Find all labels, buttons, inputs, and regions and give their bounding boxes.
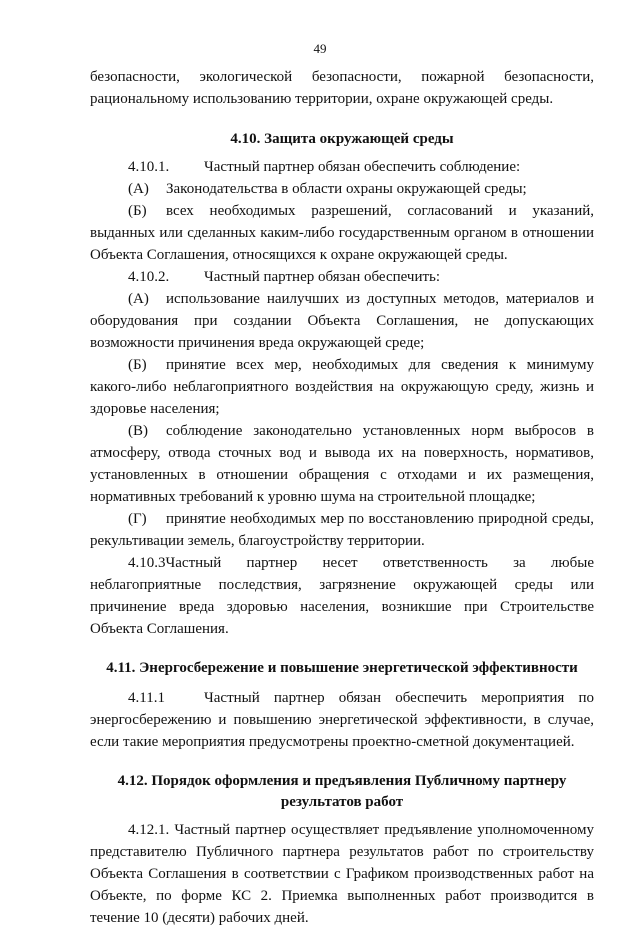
page-number: 49 [313, 41, 327, 56]
page-content [90, 66, 594, 929]
clause-4-11-1 [90, 687, 594, 753]
clause-4-10-3 [90, 552, 594, 640]
item-4-10-2-c [90, 420, 594, 508]
item-text: Законодательства в области охраны окружающей среды; [166, 181, 527, 197]
item-text: принятие необходимых мер по восстановлению природной среды, рекультивации земель, благоустройству территории. [90, 511, 594, 549]
item-4-10-1-b [90, 200, 594, 266]
item-label: (Б) [128, 357, 147, 373]
item-4-10-2-a [90, 288, 594, 354]
clause-text: Частный партнер обязан обеспечить: [204, 269, 441, 285]
section-4-11-heading: 4.11. Энергосбережение и повышение энергетической эффективности [106, 660, 578, 676]
clause-4-10-2 [90, 266, 594, 288]
item-label: (А) [128, 291, 149, 307]
clause-text: Частный партнер осуществляет предъявление уполномоченному представителю Публичного партнера результатов работ по строительству Объекта Соглашения в соответствии с Графиком производственных работ на Объекте, по форме КС 2. Приемка выполненных работ производится в течение 10 (десяти) рабочих дней. [90, 822, 595, 926]
clause-text: Частный партнер обязан обеспечить мероприятия по энергосбережению и повышению энергетической эффективности, в случае, если такие мероприятия предусмотрены проектно-сметной документацией. [90, 690, 594, 750]
item-4-10-2-b [90, 354, 594, 420]
clause-4-10-1 [90, 156, 594, 178]
clause-number: 4.10.2. [128, 269, 170, 285]
item-text: соблюдение законодательно установленных норм выбросов в атмосферу, отвода сточных вод и вывода их на поверхность, нормативов, установленных в отношении обращения с отходами и их размещения, нормативных требований к уровню шума на строительной площадке; [90, 423, 594, 505]
clause-4-12-1 [90, 819, 594, 929]
clause-text: Частный партнер обязан обеспечить соблюдение: [204, 159, 521, 175]
item-text: принятие всех мер, необходимых для сведения к минимуму какого-либо неблагоприятного воздействия на окружающую среду, жизнь и здоровье населения; [90, 357, 594, 417]
item-label: (В) [128, 423, 148, 439]
clause-number: 4.10.3 [128, 555, 166, 571]
clause-text: Частный партнер несет ответственность за любые неблагоприятные последствия, загрязнение окружающей среды или причинение вреда здоровью населения, возникшие при Строительстве Объекта Соглашения. [90, 555, 594, 637]
item-text: использование наилучших из доступных методов, материалов и оборудования при создании Объекта Соглашения, не допускающих возможности причинения вреда окружающей среде; [90, 291, 594, 351]
clause-number: 4.10.1. [128, 159, 170, 175]
section-4-12-heading: 4.12. Порядок оформления и предъявления Публичному партнеру результатов работ [117, 773, 567, 810]
intro-paragraph: безопасности, экологической безопасности, пожарной безопасности, рациональному использованию территории, охране окружающей среды. [90, 69, 594, 107]
item-text: всех необходимых разрешений, согласований и указаний, выданных или сделанных каким-либо государственным органом в отношении Объекта Соглашения, относящихся к охране окружающей среды. [90, 203, 594, 263]
item-label: (Г) [128, 511, 147, 527]
item-4-10-2-d [90, 508, 594, 552]
item-label: (А) [128, 181, 149, 197]
clause-number: 4.12.1. [128, 822, 170, 838]
clause-number: 4.11.1 [128, 690, 165, 706]
section-4-10-heading: 4.10. Защита окружающей среды [230, 131, 454, 147]
item-4-10-1-a [90, 178, 594, 200]
item-label: (Б) [128, 203, 147, 219]
